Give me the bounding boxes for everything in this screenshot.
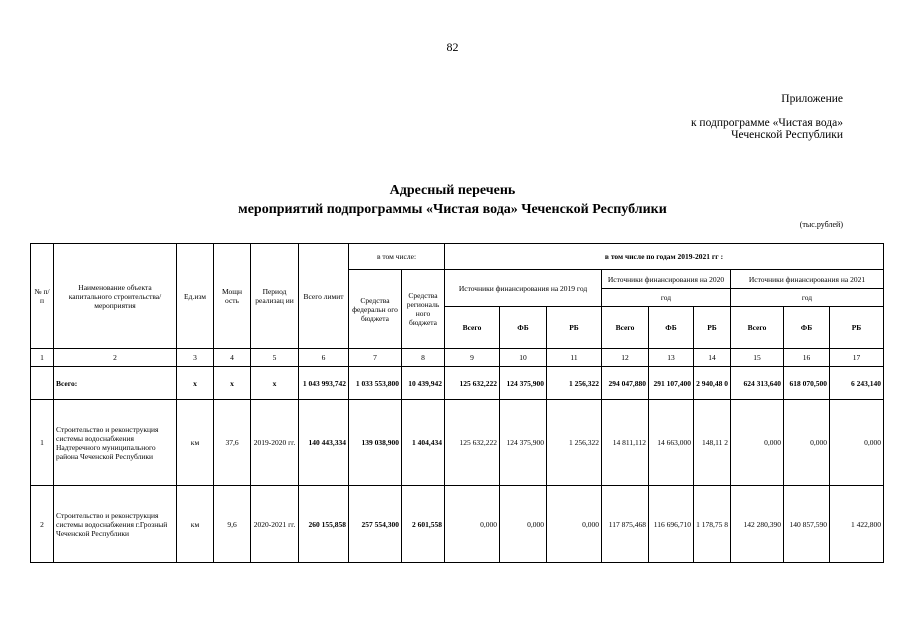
header-by-years: в том числе по годам 2019-2021 гг : xyxy=(445,244,884,270)
header-num: № п/п xyxy=(31,244,54,349)
row-2021-fb: 140 857,590 xyxy=(784,486,830,563)
header-2020-fb: ФБ xyxy=(649,307,694,349)
row-period: 2020-2021 гг. xyxy=(251,486,299,563)
row-name: Всего: xyxy=(54,367,177,400)
header-unit: Ед.изм xyxy=(177,244,214,349)
table-row xyxy=(31,486,884,563)
row-2020-total: 14 811,112 xyxy=(602,400,649,486)
column-number: 16 xyxy=(784,349,830,367)
column-number: 11 xyxy=(547,349,602,367)
header-year-2021: год xyxy=(731,289,884,307)
row-unit: км xyxy=(177,486,214,563)
row-unit: км xyxy=(177,400,214,486)
row-2020-rb: 148,11 2 xyxy=(694,400,731,486)
appendix-subtitle-line1: к подпрограмме «Чистая вода» xyxy=(690,117,843,129)
row-2020-rb: 1 178,75 8 xyxy=(694,486,731,563)
header-reg-funds: Средства региональ ного бюджета xyxy=(402,270,445,349)
row-fed-funds: 1 033 553,800 xyxy=(349,367,402,400)
row-2019-total: 125 632,222 xyxy=(445,367,500,400)
header-2021-total: Всего xyxy=(731,307,784,349)
column-number: 2 xyxy=(54,349,177,367)
row-2021-fb: 618 070,500 xyxy=(784,367,830,400)
column-number: 10 xyxy=(500,349,547,367)
address-list-table xyxy=(30,243,884,563)
row-2020-total: 294 047,880 xyxy=(602,367,649,400)
row-2019-total: 125 632,222 xyxy=(445,400,500,486)
row-num: 1 xyxy=(31,400,54,486)
row-unit: x xyxy=(177,367,214,400)
column-number: 14 xyxy=(694,349,731,367)
header-2019-total: Всего xyxy=(445,307,500,349)
row-2019-fb: 124 375,900 xyxy=(500,400,547,486)
row-total: 260 155,858 xyxy=(299,486,349,563)
row-capacity: 37,6 xyxy=(214,400,251,486)
column-number-row xyxy=(31,349,884,367)
header-2019-fb: ФБ xyxy=(500,307,547,349)
header-name: Наименование объекта капитального строительства/мероприятия xyxy=(54,244,177,349)
column-number: 15 xyxy=(731,349,784,367)
header-including: в том числе: xyxy=(349,244,445,270)
header-sources-2019: Источники финансирования на 2019 год xyxy=(445,270,602,307)
header-2020-rb: РБ xyxy=(694,307,731,349)
row-num: 2 xyxy=(31,486,54,563)
document-title-line2: мероприятий подпрограммы «Чистая вода» Чеченской Республики xyxy=(238,202,667,217)
row-2019-fb: 0,000 xyxy=(500,486,547,563)
row-total: 1 043 993,742 xyxy=(299,367,349,400)
row-2021-total: 0,000 xyxy=(731,400,784,486)
column-number: 8 xyxy=(402,349,445,367)
units-note: (тыс.рублей) xyxy=(799,220,843,229)
row-2021-rb: 1 422,800 xyxy=(830,486,884,563)
header-2019-rb: РБ xyxy=(547,307,602,349)
table-row-total xyxy=(31,367,884,400)
column-number: 3 xyxy=(177,349,214,367)
row-name: Строительство и реконструкция системы водоснабжения г.Грозный Чеченской Республики xyxy=(54,486,177,563)
row-2021-rb: 0,000 xyxy=(830,400,884,486)
row-name: Строительство и реконструкция системы водоснабжения Надтеречного муниципального района Чеченской Республики xyxy=(54,400,177,486)
row-2020-total: 117 875,468 xyxy=(602,486,649,563)
column-number: 12 xyxy=(602,349,649,367)
header-2021-rb: РБ xyxy=(830,307,884,349)
header-period: Период реализац ии xyxy=(251,244,299,349)
appendix-title: Приложение xyxy=(781,93,843,105)
row-fed-funds: 139 038,900 xyxy=(349,400,402,486)
appendix-subtitle-line2: Чеченской Республики xyxy=(731,129,843,141)
row-2020-rb: 2 940,48 0 xyxy=(694,367,731,400)
row-total: 140 443,334 xyxy=(299,400,349,486)
row-2019-rb: 1 256,322 xyxy=(547,367,602,400)
table-row xyxy=(31,400,884,486)
row-reg-funds: 2 601,558 xyxy=(402,486,445,563)
row-2019-fb: 124 375,900 xyxy=(500,367,547,400)
row-2019-rb: 1 256,322 xyxy=(547,400,602,486)
row-2021-fb: 0,000 xyxy=(784,400,830,486)
header-fed-funds: Средства федеральн ого бюджета xyxy=(349,270,402,349)
column-number: 5 xyxy=(251,349,299,367)
column-number: 4 xyxy=(214,349,251,367)
header-year-2020: год xyxy=(602,289,731,307)
row-2019-rb: 0,000 xyxy=(547,486,602,563)
row-2021-total: 624 313,640 xyxy=(731,367,784,400)
column-number: 17 xyxy=(830,349,884,367)
document-title-line1: Адресный перечень xyxy=(389,183,516,198)
column-number: 9 xyxy=(445,349,500,367)
row-num xyxy=(31,367,54,400)
page-number: 82 xyxy=(446,40,459,54)
column-number: 13 xyxy=(649,349,694,367)
row-period: x xyxy=(251,367,299,400)
header-2021-fb: ФБ xyxy=(784,307,830,349)
row-2021-total: 142 280,390 xyxy=(731,486,784,563)
row-fed-funds: 257 554,300 xyxy=(349,486,402,563)
row-2019-total: 0,000 xyxy=(445,486,500,563)
row-reg-funds: 1 404,434 xyxy=(402,400,445,486)
header-2020-total: Всего xyxy=(602,307,649,349)
column-number: 6 xyxy=(299,349,349,367)
column-number: 1 xyxy=(31,349,54,367)
row-reg-funds: 10 439,942 xyxy=(402,367,445,400)
header-sources-2021: Источники финансирования на 2021 xyxy=(731,270,884,289)
column-number: 7 xyxy=(349,349,402,367)
row-capacity: 9,6 xyxy=(214,486,251,563)
row-2021-rb: 6 243,140 xyxy=(830,367,884,400)
row-capacity: x xyxy=(214,367,251,400)
row-2020-fb: 291 107,400 xyxy=(649,367,694,400)
row-2020-fb: 14 663,000 xyxy=(649,400,694,486)
header-total-limit: Всего лимит xyxy=(299,244,349,349)
row-period: 2019-2020 гг. xyxy=(251,400,299,486)
row-2020-fb: 116 696,710 xyxy=(649,486,694,563)
header-capacity: Мощн ость xyxy=(214,244,251,349)
header-sources-2020: Источники финансирования на 2020 xyxy=(602,270,731,289)
